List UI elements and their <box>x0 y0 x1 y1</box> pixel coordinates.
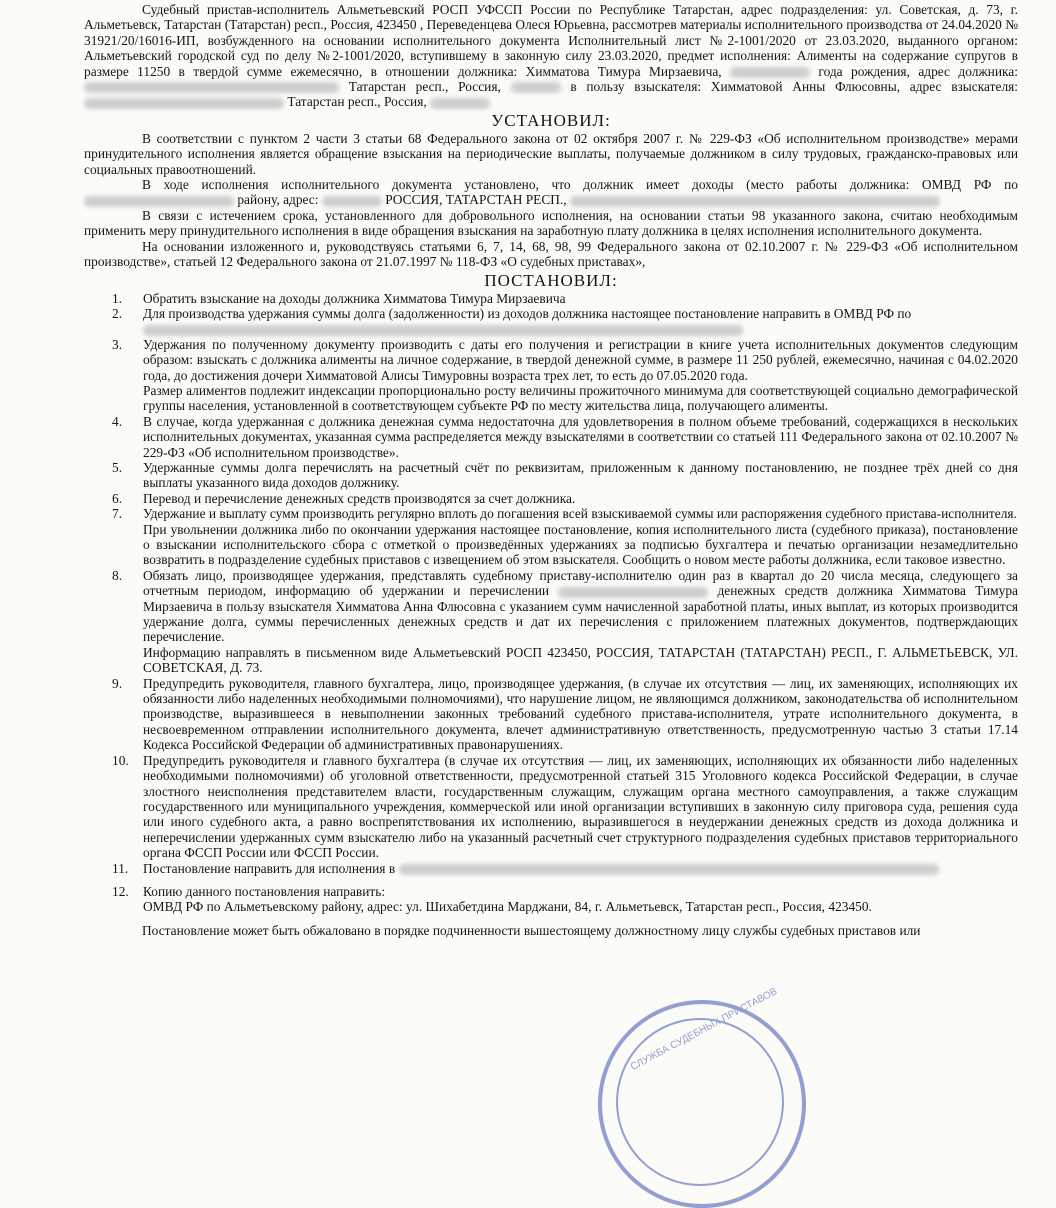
redacted-work-address <box>570 196 940 207</box>
document-page <box>84 2 1018 938</box>
list-item-1: 1. Обратить взыскание на доходы должника Химматова Тимура Мирзаевича <box>112 290 566 306</box>
list-item-9: 9. Предупредить руководителя, главного бухгалтера, лицо, производящее удержания, (в случае их отсутствия — лиц, их заменяющих, исполняющих их обязанности либо наделенных необходимыми полномочиями), что нарушение лицом, не являющимся должником, законодательства об исполнительном производстве, выразившееся в невыполнении законных требований судебного пристава-исполнителя, утрате исполнительного документа, в несвоевременном отправлении исполнительного документа, влечет административную ответственность, предусмотренную частью 3 статьи 17.14 Кодекса Российской Федерации об административных правонарушениях. <box>112 675 1018 753</box>
footer-paragraph: Постановление может быть обжаловано в порядке подчиненности вышестоящему должностному лицу службы судебных приставов или <box>142 922 921 938</box>
header-paragraph <box>84 2 1018 110</box>
redacted-claimant-index <box>430 98 490 109</box>
redacted-birthdate <box>730 67 810 78</box>
list-item-10: 10. Предупредить руководителя и главного бухгалтера (в случае их отсутствия — лиц, их заменяющих, исполняющих их обязанности либо наделенных необходимыми полномочиями) об уголовной ответственности, предусмотренной статьей 315 Уголовного кодекса Российской Федерации, в случае злостного неисполнения представителем власти, государственным служащим, служащим органа местного самоуправления, а также служащим государственного или муниципального учреждения, коммерческой или иной организации вступивших в законную силу приговора суда, решения суда или иного судебного акта, а равно воспрепятствования их исполнению, выразившегося в неудержании денежных средств из дохода должника и неперечислении удержанных сумм взыскателю либо на указанный расчетный счет структурного подразделения судебных приставов территориального органа ФССП России или ФССП России. <box>112 752 1018 861</box>
established-paragraph-2 <box>84 177 1018 208</box>
redacted-recipient-2 <box>399 864 939 875</box>
list-item-2: 2. Для производства удержания суммы долга (задолженности) из доходов должника настоящее постановление направить в ОМВД РФ по <box>84 306 1018 337</box>
established-paragraph-4: На основании изложенного и, руководствуясь статьями 6, 7, 14, 68, 98, 99 Федерального закона от 02.10.2007 г. № 229-ФЗ «Об исполнительном производстве», статьей 12 Федерального закона от 21.07.1997 № 118-ФЗ «О судебных приставах», <box>84 238 1018 270</box>
list-item-7: 7. Удержание и выплату сумм производить регулярно вплоть до погашения всей взыскиваемой суммы или распоряжения судебного пристава-исполнителя. При увольнении должника либо по окончании удержания настоящее постановление, копия исполнительного листа (судебного приказа), постановление о взыскании исполнительского сбора с отметкой о произведённых удержаниях за подписью бухгалтера и печатью организации незамедлительно возвратить в подразделение судебных приставов с извещением об этом взыскателя. Сообщить о новом месте работы должника, если таковое известно. <box>112 506 1018 568</box>
title-resolved: ПОСТАНОВИЛ: <box>484 270 618 290</box>
redacted-index <box>511 82 561 93</box>
list-item-6: 6. Перевод и перечисление денежных средств производятся за счет должника. <box>112 490 576 506</box>
header-text-debtor-address: адрес должника: <box>918 63 1018 79</box>
district-text: району, адрес: <box>237 192 319 208</box>
header-text-birth: года рождения, <box>818 63 910 79</box>
list-item-4: 4. В случае, когда удержанная с должника денежная сумма недостаточна для удовлетворения в полном объеме требований, содержащихся в нескольких исполнительных документах, указанная сумма распределяется между взыскателями в соответствии со статьей 111 Федерального закона от 02.10.2007 № 229-ФЗ «Об исполнительном производстве». <box>112 413 1018 460</box>
header-text-claimant: в пользу взыскателя: Химматовой Анны Флюсовны, адрес взыскателя: <box>570 79 1019 95</box>
header-text-region-2: Татарстан респ., Россия, <box>287 94 427 110</box>
established-paragraph-3: В связи с истечением срока, установленного для добровольного исполнения, на основании статьи 98 указанного закона, считаю необходимым применить меру принудительного исполнения в виде обращения взыскания на заработную плату должника в целях исполнения исполнительного документа. <box>84 207 1018 239</box>
title-established: УСТАНОВИЛ: <box>491 110 611 130</box>
redacted-recipient <box>143 325 743 336</box>
redacted-index <box>322 196 382 207</box>
redacted-claimant-address <box>84 98 284 109</box>
header-text: Судебный пристав-исполнитель Альметьевский РОСП УФССП России по Республике Татарстан, адрес подразделения: ул. Советская, д. 73, г. Альметьевск, Татарстан (Татарстан) респ., Россия, 423450 , Переведенцева Олеся Юрьевна, рассмотрев материалы исполнительного производства от 24.04.2020 № 31921/20/16016-ИП, возбужденного на основании исполнительного документа Исполнительный лист №2-1001/2020 от 23.03.2020, выданного органом: Альметьевский городской суд по делу №2-1001/2020, вступившему в законную силу 23.03.2020, предмет исполнения: Алименты на содержание супругов в размере 11250 в твердой сумме ежемесячно, в отношении должника: Химматова Тимура Мирзаевича, <box>84 2 1018 79</box>
list-item-8: 8. Обязать лицо, производящее удержания, представлять судебному приставу-исполнителю один раз в квартал до 20 числа месяца, следующего за отчетным периодом, информацию об удержании и перечислении денежных средств должника Химматова Тимура Мирзаевича в пользу взыскателя Химматова Анна Флюсовна с указанием сумм начисленной заработной платы, иных выплат, из которых производится удержание долга, суммы перечисленных денежных средств и дат их перечисления с приложением платежных документов, подтверждающих перечисление. Информацию направлять в письменном виде Альметьевский РОСП 423450, РОССИЯ, ТАТАРСТАН (ТАТАРСТАН) РЕСП., Г. АЛЬМЕТЬЕВСК, УЛ. СОВЕТСКАЯ, Д. 73. <box>112 567 1018 676</box>
list-item-5: 5. Удержанные суммы долга перечислять на расчетный счёт по реквизитам, приложенным к данному постановлению, не позднее трёх дней со дня выплаты указанного вида доходов должнику. <box>112 459 1018 491</box>
list-item-11: 11. Постановление направить для исполнения в <box>84 861 1018 876</box>
established-paragraph-1: В соответствии с пунктом 2 части 3 статьи 68 Федерального закона от 02 октября 2007 г. № 229-ФЗ «Об исполнительном производстве» мерами принудительного исполнения является обращение взыскания на периодические выплаты, получаемые должником в силу трудовых, гражданско-правовых или социальных правоотношений. <box>84 130 1018 177</box>
income-text: В ходе исполнения исполнительного документа установлено, что должник имеет доходы (место работы должника: ОМВД РФ по <box>142 177 1018 193</box>
list-item-3: 3. Удержания по полученному документу производить с даты его получения и регистрации в книге учета исполнительных документов следующим образом: взыскать с должника алименты на личное содержание, в твердой денежной сумме, в размере 11 250 рублей, ежемесячно, начиная с 04.02.2020 года, до достижения дочери Химматовой Алисы Тимуровны возраста трех лет, то есть до 07.05.2020 года. Размер алиментов подлежит индексации пропорционально росту величины прожиточного минимума для соответствующей социально демографической группы населения, установленной в соответствующем субъекте РФ по месту жительства лица, получающего алименты. <box>112 336 1018 414</box>
redacted-address <box>84 82 339 93</box>
list-item-12: 12. Копию данного постановления направить: ОМВД РФ по Альметьевскому району, адрес: ул. Шихабетдина Марджани, 84, г. Альметьевск, Татарстан респ., Россия, 423450. <box>112 883 872 915</box>
header-text-region: Татарстан респ., Россия, <box>348 79 501 95</box>
redacted-account <box>558 587 708 598</box>
region-text: РОССИЯ, ТАТАРСТАН РЕСП., <box>385 192 567 208</box>
official-seal-stamp: СЛУЖБА СУДЕБНЫХ ПРИСТАВОВ <box>598 1000 806 1208</box>
redacted-district <box>84 196 234 207</box>
